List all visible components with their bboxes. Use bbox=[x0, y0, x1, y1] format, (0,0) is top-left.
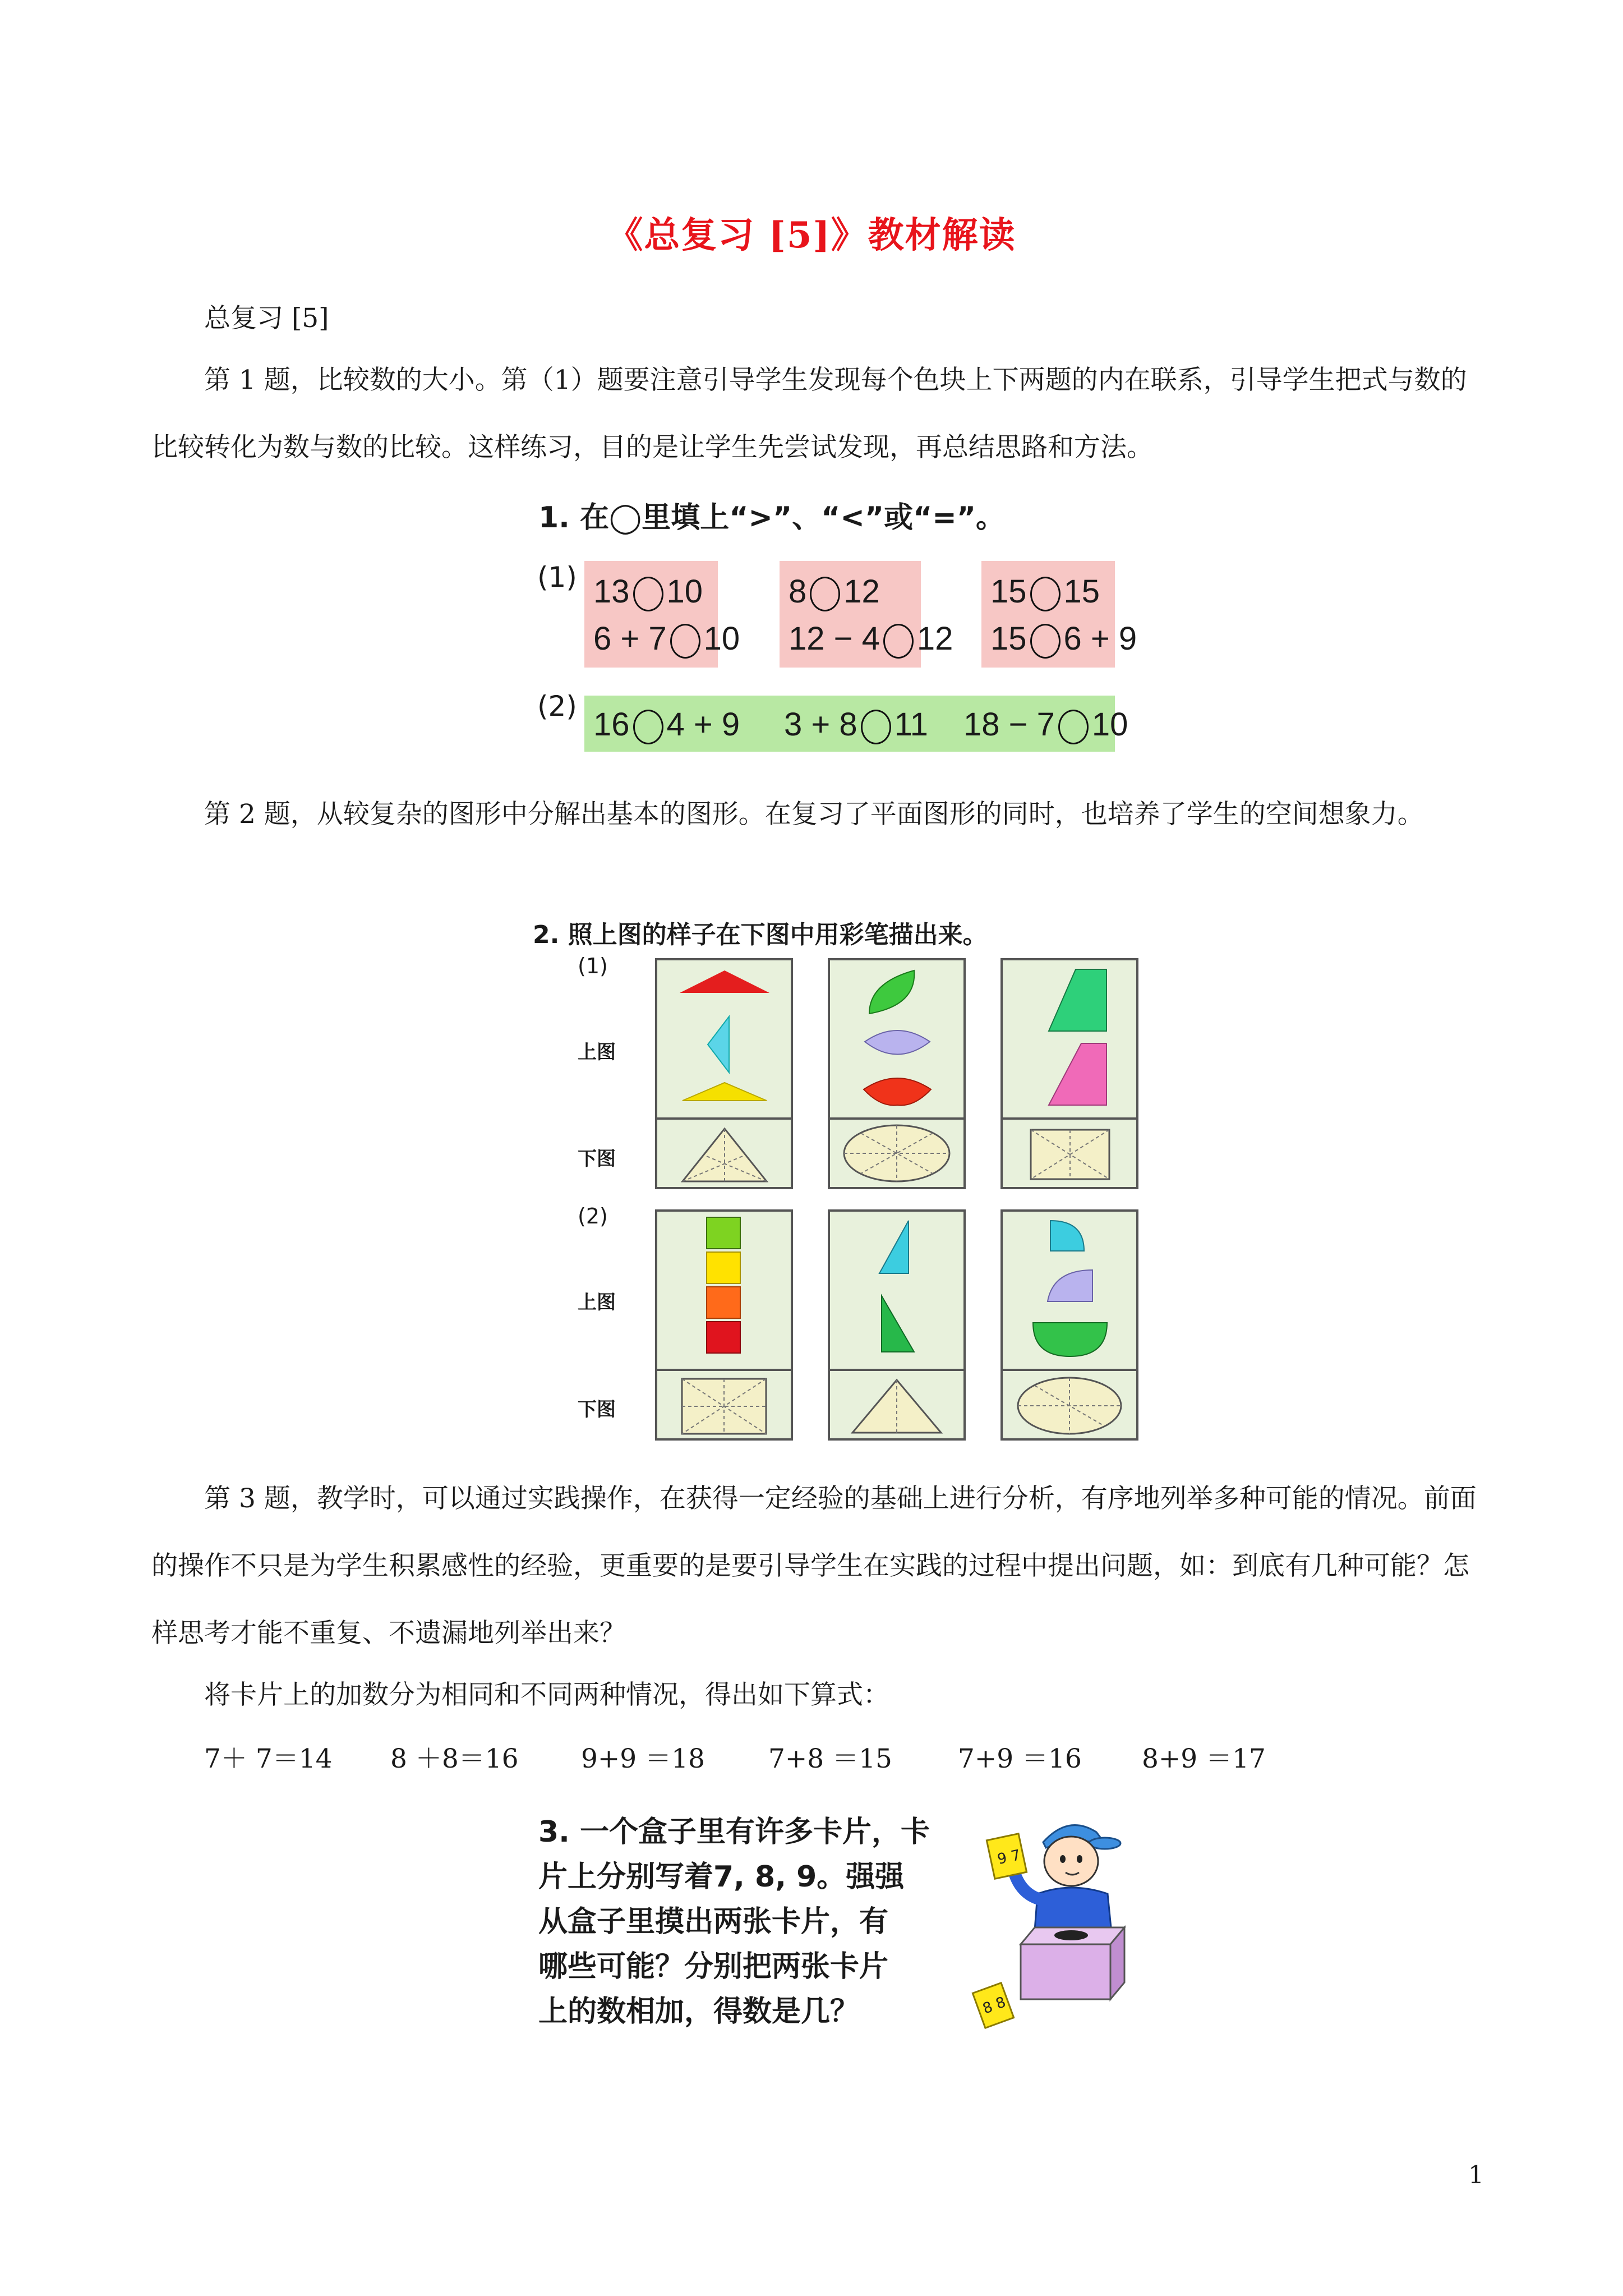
shape-panel-graphic bbox=[830, 1212, 963, 1438]
box2-bottom-right: 12 bbox=[916, 620, 953, 657]
answer-circle[interactable] bbox=[1030, 624, 1061, 659]
row2-item3-left: 18 − 7 bbox=[963, 706, 1055, 743]
card-ground-text: 8 8 bbox=[980, 1994, 1008, 2018]
row2-item3-right: 10 bbox=[1091, 706, 1128, 743]
compare-box-2 bbox=[780, 561, 953, 668]
compare-box-3 bbox=[981, 561, 1137, 668]
figure-3-text bbox=[538, 1810, 930, 2034]
figure-2-title: 2. 照上图的样子在下图中用彩笔描出来。 bbox=[533, 921, 988, 949]
answer-circle[interactable] bbox=[810, 577, 840, 611]
card-hand-text: 9 7 bbox=[995, 1847, 1022, 1869]
section-heading: 总复习 [5] bbox=[204, 303, 329, 334]
paragraph-1-text: 第 1 题，比较数的大小。第（1）题要注意引导学生发现每个色块上下两题的内在联系，引导学生把式与数的比较转化为数与数的比较。这样练习，目的是让学生先尝试发现，再总结思路和方法。 bbox=[151, 365, 1467, 463]
figure-1-label-1: (1) bbox=[537, 561, 577, 593]
shape-panel-graphic bbox=[1003, 1212, 1136, 1438]
shape-panel-1-3 bbox=[1000, 958, 1138, 1189]
figure-2-label-2: (2) bbox=[578, 1204, 608, 1228]
figure-3-line-2: 片上分别写着7, 8, 9。强强 bbox=[538, 1860, 905, 1894]
answer-circle[interactable] bbox=[633, 710, 663, 744]
page-number: 1 bbox=[1468, 2161, 1484, 2189]
box3-bottom-right: 6 + 9 bbox=[1063, 620, 1137, 657]
equation-3: 9+9 ＝18 bbox=[581, 1743, 705, 1774]
paragraph-4 bbox=[151, 1662, 1486, 1729]
paragraph-3-text: 第 3 题，教学时，可以通过实践操作，在获得一定经验的基础上进行分析，有序地列举多种可能的情况。前面的操作不只是为学生积累感性的经验，更重要的是要引导学生在实践的过程中提出问题，如：到底有几种可能？怎样思考才能不重复、不遗漏地列举出来？ bbox=[151, 1483, 1477, 1649]
compare-row-2 bbox=[584, 696, 1128, 752]
box3-top-left: 15 bbox=[990, 573, 1027, 610]
box1-top-left: 13 bbox=[593, 573, 630, 610]
paragraph-4-text: 将卡片上的加数分为相同和不同两种情况，得出如下算式： bbox=[204, 1680, 889, 1710]
shape-panel-graphic bbox=[657, 960, 791, 1187]
figure-3 bbox=[533, 1810, 1161, 2045]
row2-item1-right: 4 + 9 bbox=[666, 706, 740, 743]
box1-top-right: 10 bbox=[666, 573, 703, 610]
shape-panel-graphic bbox=[830, 960, 963, 1187]
equation-6: 8+9 ＝17 bbox=[1142, 1743, 1266, 1774]
row2-item2-right: 11 bbox=[894, 706, 928, 743]
answer-circle[interactable] bbox=[1058, 710, 1089, 744]
box1-bottom-right: 10 bbox=[703, 620, 740, 657]
figure-1-title: 1. 在◯里填上“>”、“<”或“=”。 bbox=[538, 501, 1006, 535]
figure-3-line-5: 上的数相加，得数是几？ bbox=[538, 1995, 860, 2028]
paragraph-3 bbox=[151, 1465, 1486, 1667]
bottom-label: 下图 bbox=[578, 1148, 616, 1170]
box2-top-right: 12 bbox=[843, 573, 880, 610]
box3-top-right: 15 bbox=[1063, 573, 1100, 610]
figure-1-label-2: (2) bbox=[537, 690, 577, 723]
equation-2: 8 ＋8＝16 bbox=[390, 1743, 519, 1774]
shape-panel-1-1 bbox=[655, 958, 793, 1189]
bottom-label: 下图 bbox=[578, 1398, 616, 1421]
paragraph-2 bbox=[151, 781, 1486, 848]
paragraph-1 bbox=[151, 347, 1486, 481]
equation-1: 7＋ 7＝14 bbox=[204, 1743, 333, 1774]
figure-3-line-4: 哪些可能？分别把两张卡片 bbox=[538, 1950, 889, 1984]
figure-2 bbox=[533, 914, 1161, 1475]
row2-item2-left: 3 + 8 bbox=[784, 706, 857, 743]
answer-circle[interactable] bbox=[670, 624, 700, 659]
paragraph-2-text: 第 2 题，从较复杂的图形中分解出基本的图形。在复习了平面图形的同时，也培养了学生的空间想象力。 bbox=[204, 799, 1424, 830]
row2-item1-left: 16 bbox=[593, 706, 630, 743]
answer-circle[interactable] bbox=[1030, 577, 1061, 611]
equation-4: 7+8 ＝15 bbox=[768, 1743, 892, 1774]
figure-3-line-1: 3. 一个盒子里有许多卡片，卡 bbox=[538, 1815, 930, 1849]
compare-box-1 bbox=[584, 561, 740, 668]
top-label: 上图 bbox=[578, 1041, 616, 1064]
shape-panel-graphic bbox=[657, 1212, 791, 1438]
answer-circle[interactable] bbox=[883, 624, 914, 659]
answer-circle[interactable] bbox=[861, 710, 891, 744]
figure-3-line-3: 从盒子里摸出两张卡片，有 bbox=[538, 1905, 889, 1939]
shape-panel-2-1 bbox=[655, 1209, 793, 1441]
boy-with-box-illustration bbox=[970, 1810, 1155, 2045]
top-label: 上图 bbox=[578, 1291, 616, 1314]
shape-panel-2-2 bbox=[828, 1209, 966, 1441]
box3-bottom-left: 15 bbox=[990, 620, 1027, 657]
box2-top-left: 8 bbox=[789, 573, 807, 610]
page-title: 《总复习 [5]》教材解读 bbox=[607, 214, 1016, 256]
box2-bottom-left: 12 − 4 bbox=[789, 620, 880, 657]
shape-panel-2-3 bbox=[1000, 1209, 1138, 1441]
figure-2-label-1: (1) bbox=[578, 954, 608, 978]
equation-5: 7+9 ＝16 bbox=[958, 1743, 1082, 1774]
shape-panel-1-2 bbox=[828, 958, 966, 1189]
shape-panel-graphic bbox=[1003, 960, 1136, 1187]
answer-circle[interactable] bbox=[633, 577, 663, 611]
figure-1 bbox=[533, 494, 1150, 757]
box1-bottom-left: 6 + 7 bbox=[593, 620, 667, 657]
